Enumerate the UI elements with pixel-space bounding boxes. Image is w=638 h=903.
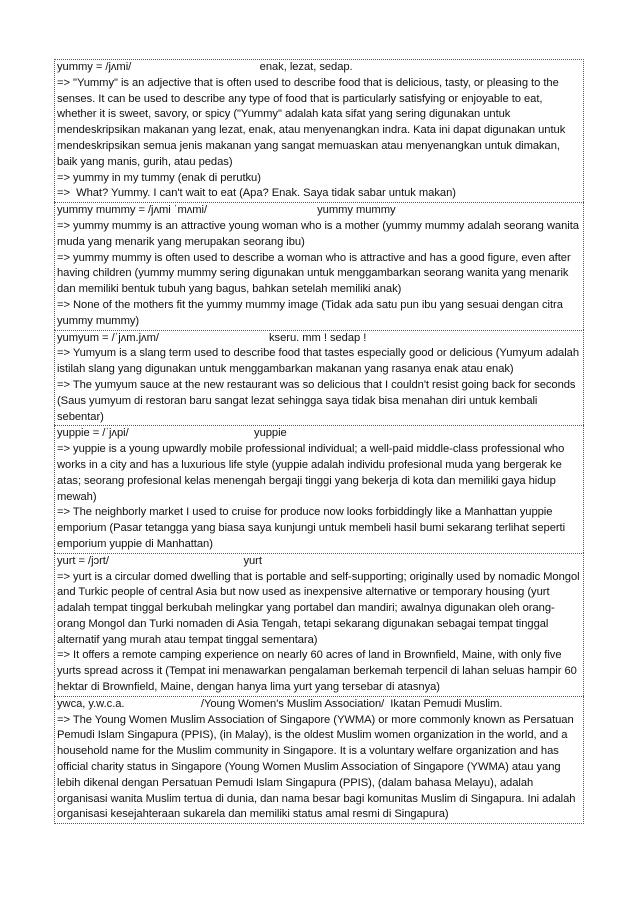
entry-yuppie <box>54 425 584 552</box>
entry-yumyum <box>54 330 584 426</box>
entry-example: => The yumyum sauce at the new restaurant was so delicious that I couldn't resist going back for seconds (Saus yumyum di restoran baru sangat lezat sehingga saya tidak bisa menahan diri untuk kembali sebentar) <box>57 378 579 423</box>
entry-headword: yummy mummy = /jʌmi ˈmʌmi/ yummy mummy <box>57 204 396 217</box>
entry-definition: => The Young Women Muslim Association of Singapore (YWMA) or more commonly known as Persatuan Pemudi Islam Singapura (PPIS), (in Malay), is the oldest Muslim women organization in the world, and a household name for the Muslim community in Singapore. It is a voluntary welfare organization and has official charity status in Singapore (Young Women Muslim Association of Singapore (YWMA) atau yang lebih dikenal dengan Persatuan Pemudi Islam Singapura (PPIS), (dalam bahasa Melayu), adalah organisasi wanita Muslim tertua di dunia, dan nama besar bagi komunitas Muslim di Singapura. Ini adalah organisasi kesejahteraan sukarela dan memiliki status amal resmi di Singapura) <box>57 713 579 821</box>
entry-example: => What? Yummy. I can't wait to eat (Apa? Enak. Saya tidak sabar untuk makan) <box>57 187 456 200</box>
entry-example: => yummy in my tummy (enak di perutku) <box>57 171 261 184</box>
entry-definition: => Yumyum is a slang term used to describe food that tastes especially good or delicious (Yumyum adalah istilah slang yang digunakan untuk menggambarkan makanan yang rasanya enak atau enak) <box>57 347 583 376</box>
entry-ywca <box>54 696 584 824</box>
entry-definition: => yuppie is a young upwardly mobile professional individual; a well-paid middle-class professional who works in a city and has a luxurious life style (yuppie adalah individu profesional muda yang bergerak ke atas; seorang profesional kelas menengah bergaji tinggi yang bekerja di kota dan memiliki gaya hidup mewah) <box>57 443 568 503</box>
entry-yummy <box>54 59 584 202</box>
entry-definition: => "Yummy" is an adjective that is often used to describe food that is delicious, tasty, or pleasing to the senses. It can be used to describe any type of food that is particularly satisfying or enjoyable to eat, whether it is sweet, savory, or spicy ("Yummy" adalah kata sifat yang sering digunakan untuk mendeskripsikan makanan yang lezat, enak, atau menyenangkan indra. Kata ini dapat digunakan untuk mendeskripsikan semua jenis makanan yang sangat memuaskan atau menyenangkan untuk dimakan, baik yang manis, gurih, atau pedas) <box>57 76 569 168</box>
entry-headword: yurt = /jɔrt/ yurt <box>57 554 262 567</box>
entry-definition: => yurt is a circular domed dwelling that is portable and self-supporting; originally used by nomadic Mongol and Turkic people of central Asia but now used as inexpensive alternative or temporary housing (yurt adalah tempat tinggal berkubah melingkar yang portabel dan mandiri; awalnya digunakan oleh orang-orang Mongol dan Turki nomaden di Asia Tengah, tetapi sekarang digunakan sebagai tempat tinggal alternatif yang murah atau tempat tinggal sementara) <box>57 570 583 646</box>
entry-headword: ywca, y.w.c.a. /Young Women's Muslim Association/ Ikatan Pemudi Muslim. <box>57 697 503 710</box>
entry-headword: yummy = /jʌmi/ enak, lezat, sedap. <box>57 61 353 73</box>
entry-headword: yuppie = /ˈjʌpi/ yuppie <box>57 427 287 440</box>
entry-headword: yumyum = /ˈjʌm.jʌm/ kseru. mm ! sedap ! <box>57 331 367 344</box>
entry-example: => It offers a remote camping experience on nearly 60 acres of land in Brownfield, Maine, with only five yurts spread across it (Tempat ini menawarkan pengalaman berkemah terpencil di lahan seluas hampir 60 hektar di Brownfield, Maine, dengan hanya lima yurt yang tersebar di atasnya) <box>57 649 580 694</box>
dictionary-table <box>54 59 584 824</box>
entry-yurt <box>54 553 584 696</box>
entry-yummy-mummy <box>54 202 584 329</box>
entry-example: => None of the mothers fit the yummy mummy image (Tidak ada satu pun ibu yang sesuai dengan citra yummy mummy) <box>57 298 566 327</box>
entry-example: => The neighborly market I used to cruise for produce now looks forbiddingly like a Manhattan yuppie emporium (Pasar tetangga yang biasa saya kunjungi untuk membeli hasil bumi sekarang terlihat seperti emporium yuppie di Manhattan) <box>57 506 569 550</box>
entry-definition: => yummy mummy is an attractive young woman who is a mother (yummy mummy adalah seorang wanita muda yang menarik yang merupakan seorang ibu) <box>57 219 582 248</box>
entry-definition: => yummy mummy is often used to describe a woman who is attractive and has a good figure, even after having children (yummy mummy sering digunakan untuk menggambarkan seorang wanita yang menarik dan memiliki bentuk tubuh yang bagus, bahkan setelah memiliki anak) <box>57 251 574 296</box>
